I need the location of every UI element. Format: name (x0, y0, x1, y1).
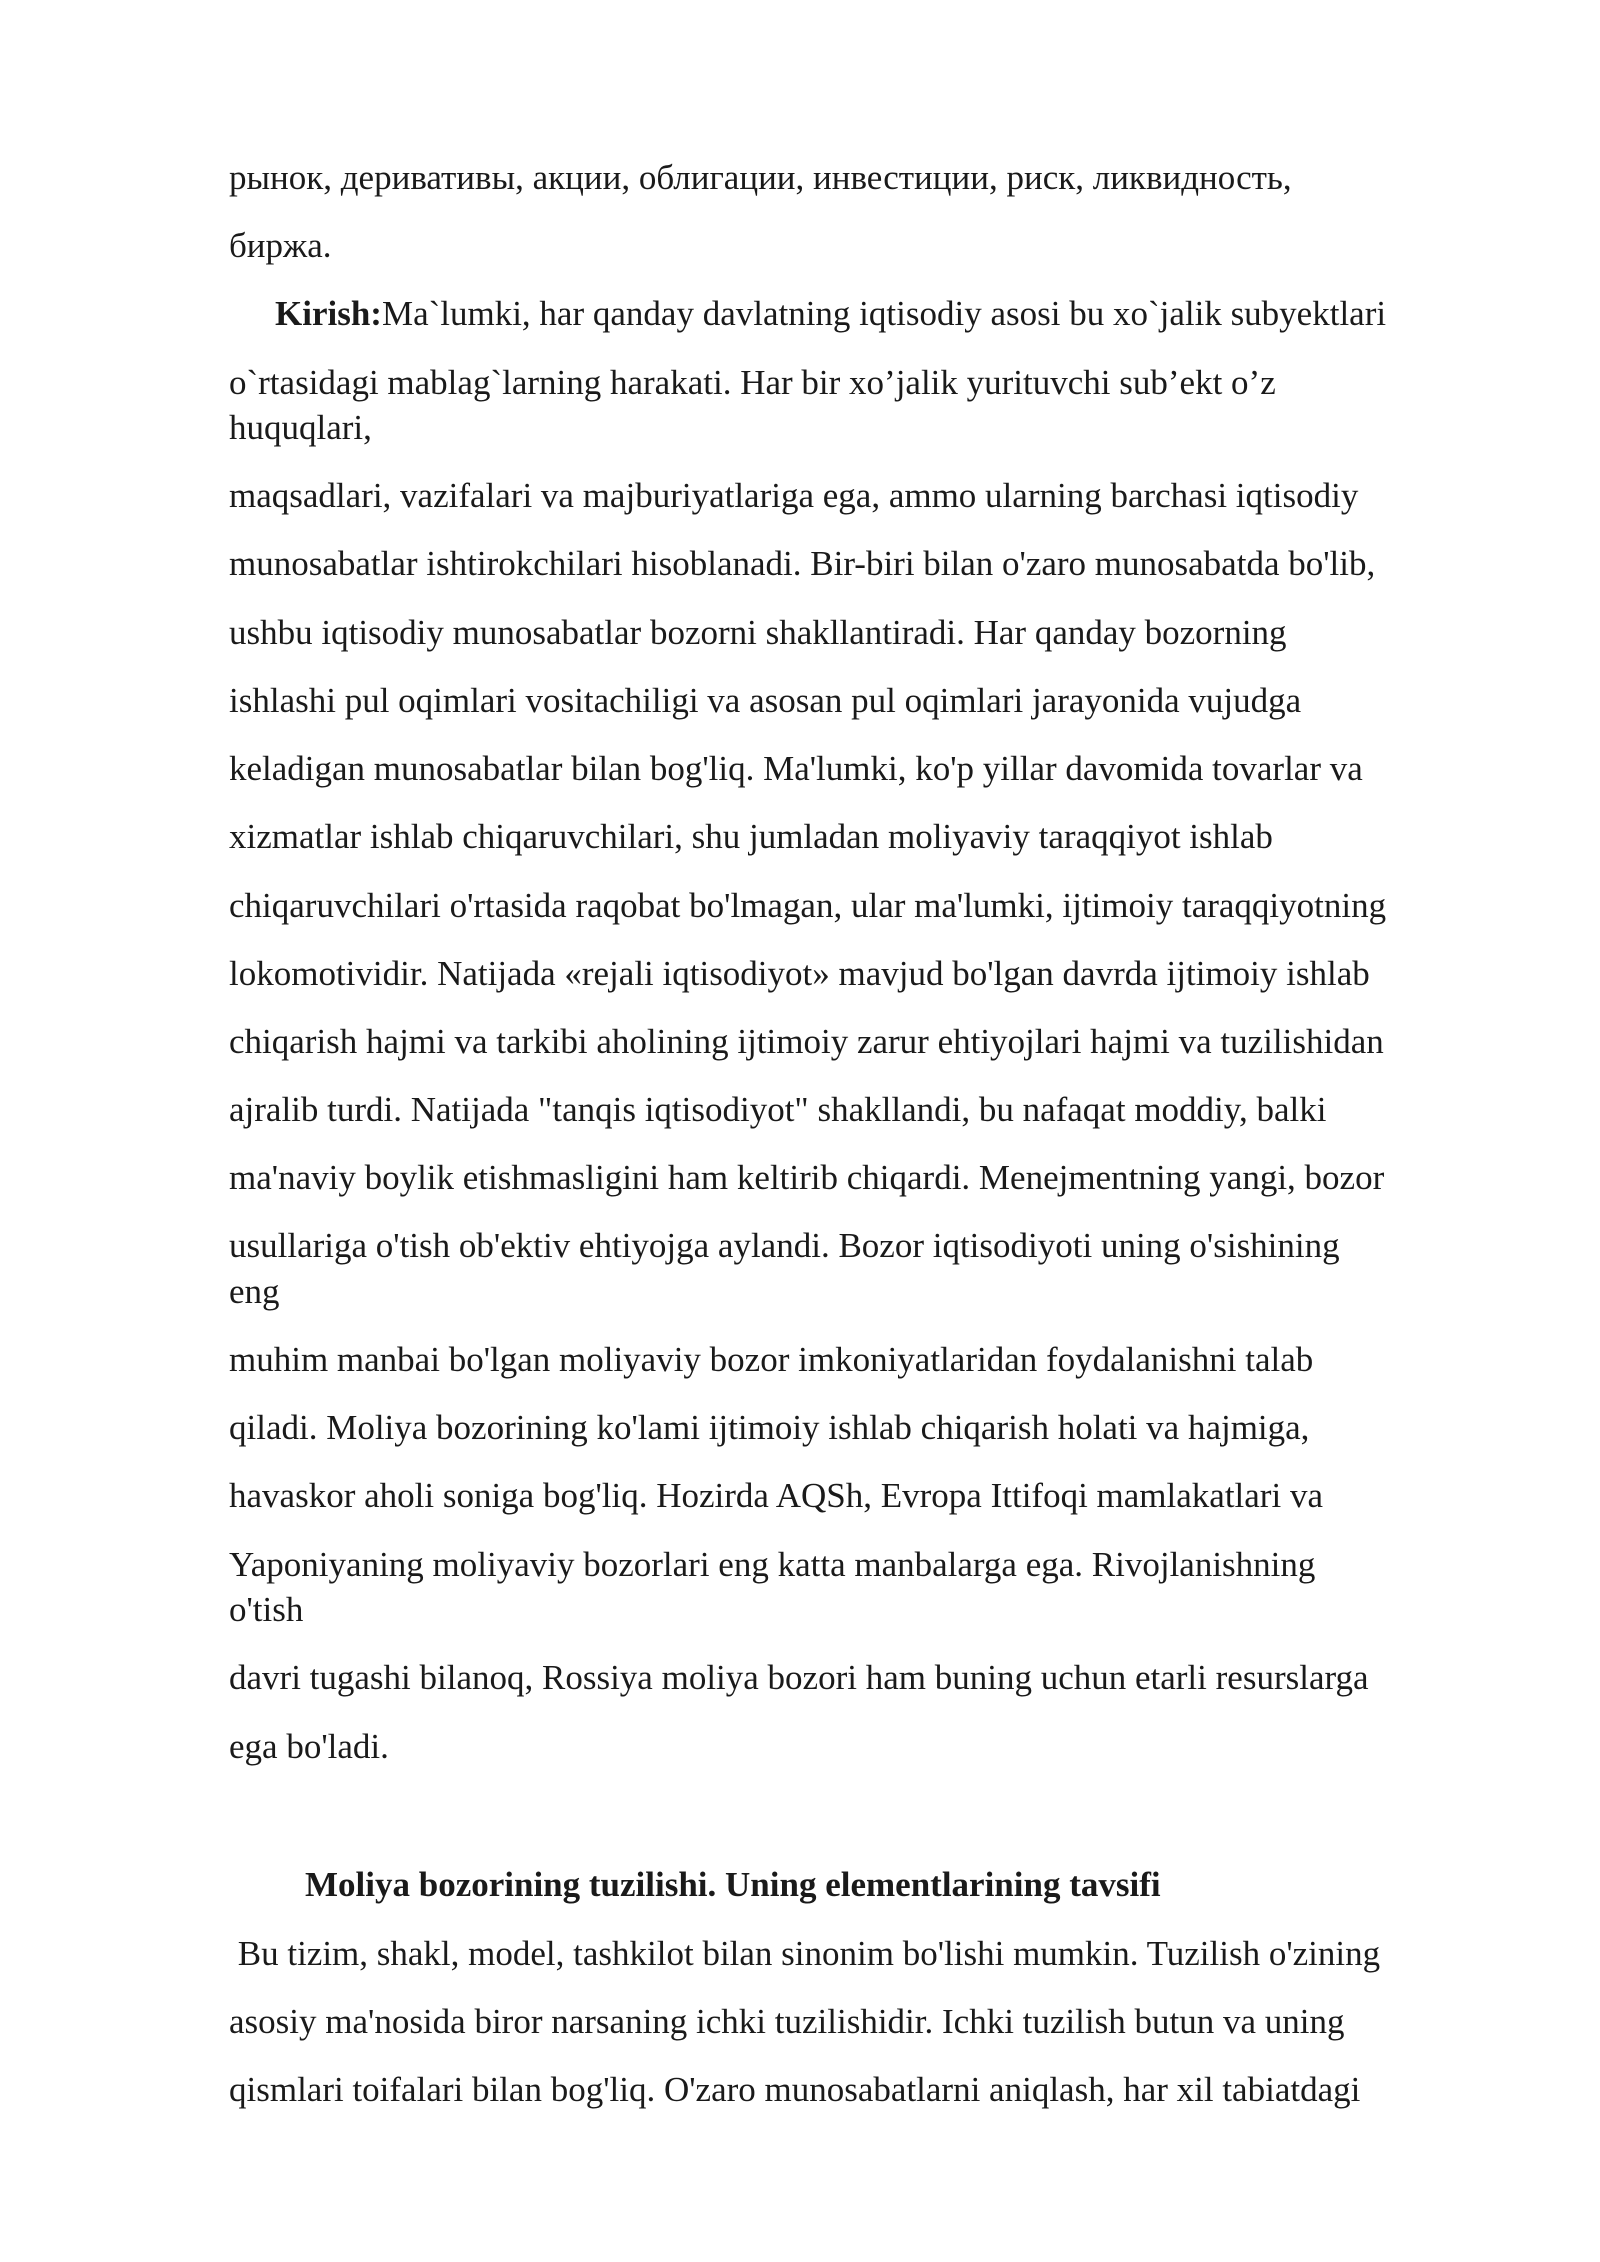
intro-line: huquqlari, (229, 408, 372, 447)
intro-first-line (275, 292, 1386, 336)
intro-line: ushbu iqtisodiy munosabatlar bozorni shakllantiradi. Har qanday bozorning (229, 613, 1287, 652)
intro-line: muhim manbai bo'lgan moliyaviy bozor imkoniyatlaridan foydalanishni talab (229, 1340, 1314, 1379)
section-heading: Moliya bozorining tuzilishi. Uning elementlarining tavsifi (305, 1865, 1161, 1904)
intro-line: ega bo'ladi. (229, 1727, 389, 1766)
intro-line: ma'naviy boylik etishmasligini ham keltirib chiqardi. Menejmentning yangi, bozor (229, 1158, 1385, 1197)
section-line: qismlari toifalari bilan bog'liq. O'zaro munosabatlarni aniqlash, har xil tabiatdagi (229, 2070, 1361, 2109)
intro-line: chiqarish hajmi va tarkibi aholining ijtimoiy zarur ehtiyojlari hajmi va tuzilishidan (229, 1022, 1384, 1061)
keywords-line-2: биржа. (229, 226, 332, 265)
intro-line: keladigan munosabatlar bilan bog'liq. Ma'lumki, ko'p yillar davomida tovarlar va (229, 749, 1363, 788)
intro-line: havaskor aholi soniga bog'liq. Hozirda AQSh, Evropa Ittifoqi mamlakatlari va (229, 1476, 1323, 1515)
intro-label: Kirish: (275, 294, 382, 333)
intro-line: ishlashi pul oqimlari vositachiligi va asosan pul oqimlari jarayonida vujudga (229, 681, 1302, 720)
section-line: Bu tizim, shakl, model, tashkilot bilan sinonim bo'lishi mumkin. Tuzilish o'zining (229, 1934, 1381, 1973)
intro-line: o`rtasidagi mablag`larning harakati. Har bir xo’jalik yurituvchi sub’ekt o’z (229, 363, 1276, 402)
section-line: asosiy ma'nosida biror narsaning ichki tuzilishidir. Ichki tuzilish butun va uning (229, 2002, 1345, 2041)
keywords-line-1: рынок, деривативы, акции, облигации, инвестиции, риск, ликвидность, (229, 158, 1292, 197)
intro-text: Ma`lumki, har qanday davlatning iqtisodiy asosi bu xo`jalik subyektlari (381, 294, 1387, 333)
intro-line: xizmatlar ishlab chiqaruvchilari, shu jumladan moliyaviy taraqqiyot ishlab (229, 817, 1273, 856)
intro-line: munosabatlar ishtirokchilari hisoblanadi. Bir-biri bilan o'zaro munosabatda bo'lib, (229, 544, 1376, 583)
intro-line: o'tish (229, 1590, 304, 1629)
intro-line: usullariga o'tish ob'ektiv ehtiyojga aylandi. Bozor iqtisodiyoti uning o'sishining (229, 1226, 1340, 1265)
intro-line: lokomotividir. Natijada «rejali iqtisodiyot» mavjud bo'lgan davrda ijtimoiy ishlab (229, 954, 1370, 993)
intro-line: maqsadlari, vazifalari va majburiyatlariga ega, ammo ularning barchasi iqtisodiy (229, 476, 1359, 515)
intro-line: eng (229, 1272, 280, 1311)
intro-line: qiladi. Moliya bozorining ko'lami ijtimoiy ishlab chiqarish holati va hajmiga, (229, 1408, 1310, 1447)
intro-line: chiqaruvchilari o'rtasida raqobat bo'lmagan, ular ma'lumki, ijtimoiy taraqqiyotning (229, 886, 1387, 925)
intro-line: ajralib turdi. Natijada "tanqis iqtisodiyot" shakllandi, bu nafaqat moddiy, balki (229, 1090, 1327, 1129)
intro-line: Yaponiyaning moliyaviy bozorlari eng katta manbalarga ega. Rivojlanishning (229, 1545, 1316, 1584)
intro-line: davri tugashi bilanoq, Rossiya moliya bozori ham buning uchun etarli resurslarga (229, 1658, 1369, 1697)
